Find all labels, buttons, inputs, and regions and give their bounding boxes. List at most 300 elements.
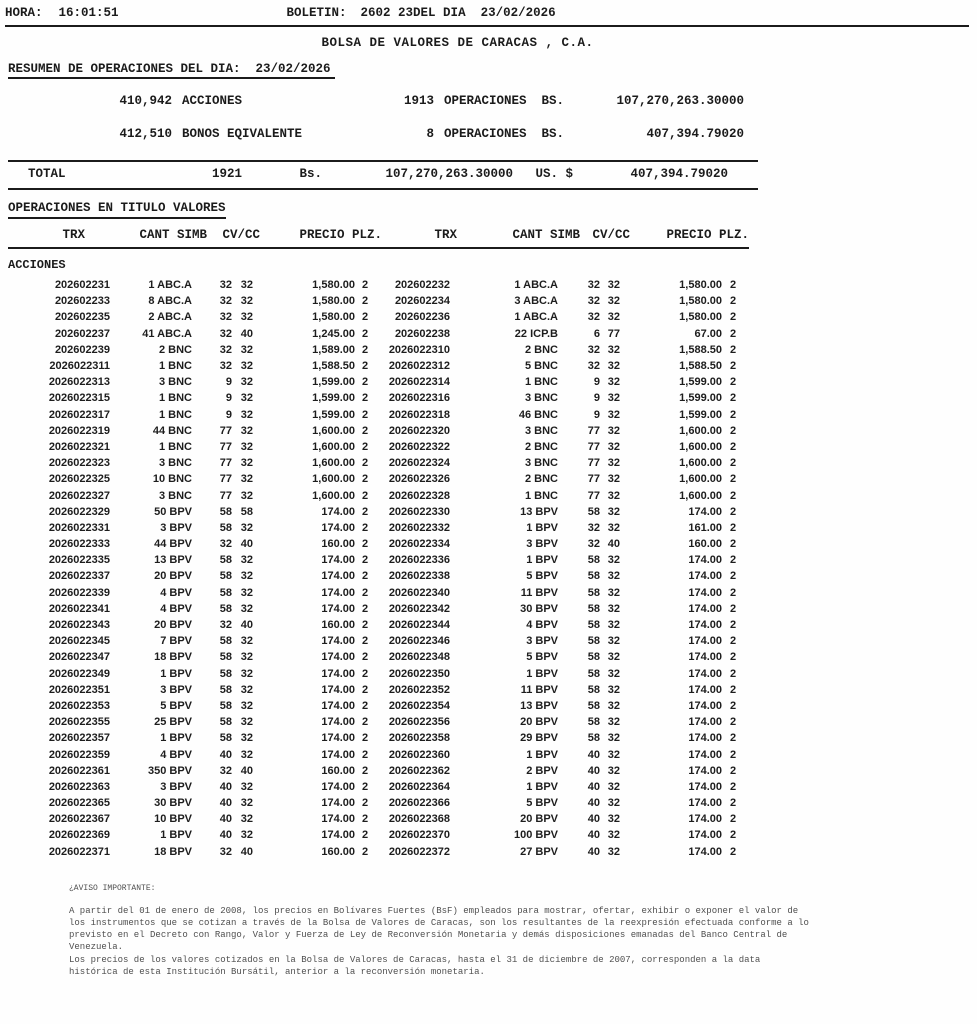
cv-left: 40 (219, 797, 232, 810)
precio-right: 1,580.00 (679, 279, 722, 292)
cv-left: 58 (219, 716, 232, 729)
cant-simb-left: 3 BPV (160, 780, 192, 793)
cv-right: 40 (587, 780, 600, 793)
notice-line: Venezuela. (69, 942, 124, 953)
cc-right: 32 (607, 311, 620, 324)
summary-row-acciones (8, 94, 977, 108)
cc-left: 32 (240, 554, 253, 567)
cant-simb-left: 4 BPV (160, 748, 192, 761)
plz-right: 2 (729, 376, 737, 389)
cv-left: 77 (219, 457, 232, 470)
plz-left: 2 (361, 360, 369, 373)
notice-line: A partir del 01 de enero de 2008, los precios en Bolívares Fuertes (BsF) empleados para mostrar, ofertar, exhibir o exponer el valor de (69, 905, 799, 916)
table-row (0, 633, 977, 649)
table-row (0, 455, 977, 471)
precio-left: 174.00 (321, 748, 355, 761)
trx-left: 2026022353 (48, 699, 110, 712)
cc-left: 32 (240, 683, 253, 696)
cant-simb-left: 1 BNC (158, 392, 192, 405)
legal-notice (69, 884, 977, 978)
cv-left: 77 (219, 424, 232, 437)
table-row (0, 698, 977, 714)
cv-right: 77 (587, 424, 600, 437)
trx-left: 202602233 (54, 295, 110, 308)
cant-simb-right: 3 BNC (524, 457, 558, 470)
table-row (0, 827, 977, 843)
precio-left: 174.00 (321, 505, 355, 518)
header-trx-right: TRX (434, 228, 457, 242)
cv-left: 58 (219, 602, 232, 615)
precio-left: 1,600.00 (312, 457, 355, 470)
cc-left: 32 (240, 716, 253, 729)
cant-simb-right: 100 BPV (513, 829, 558, 842)
precio-right: 160.00 (688, 538, 722, 551)
precio-right: 174.00 (688, 667, 722, 680)
notice-line: histórica de esta Institución Bursátil, anterior a la reconversión monetaria. (69, 966, 485, 977)
table-row (0, 390, 977, 406)
table-row (0, 439, 977, 455)
precio-left: 174.00 (321, 797, 355, 810)
cant-simb-left: 5 BPV (160, 699, 192, 712)
cv-right: 32 (587, 311, 600, 324)
trx-right: 2026022368 (388, 813, 450, 826)
cc-left: 32 (240, 440, 253, 453)
cv-right: 58 (587, 716, 600, 729)
trx-left: 2026022371 (48, 845, 110, 858)
cant-simb-left: 20 BPV (154, 570, 192, 583)
precio-left: 1,589.00 (312, 343, 355, 356)
cant-simb-right: 13 BPV (520, 505, 558, 518)
cc-left: 40 (240, 845, 253, 858)
trx-right: 2026022354 (388, 699, 450, 712)
trx-left: 2026022339 (48, 586, 110, 599)
cant-simb-right: 1 BPV (526, 748, 558, 761)
plz-right: 2 (729, 667, 737, 680)
trx-left: 2026022333 (48, 538, 110, 551)
cant-simb-left: 4 BPV (160, 602, 192, 615)
trx-right: 2026022330 (388, 505, 450, 518)
section-title: OPERACIONES EN TITULO VALORES (8, 201, 226, 219)
acciones-label: ACCIONES (182, 94, 243, 108)
table-row (0, 568, 977, 584)
cc-left: 32 (240, 829, 253, 842)
plz-left: 2 (361, 764, 369, 777)
trx-right: 2026022320 (388, 424, 450, 437)
operations-table (0, 277, 977, 860)
cant-simb-right: 5 BNC (524, 360, 558, 373)
cv-left: 32 (219, 538, 232, 551)
precio-right: 174.00 (688, 732, 722, 745)
header-precio-plz-right: PRECIO PLZ. (666, 228, 749, 242)
precio-left: 1,580.00 (312, 279, 355, 292)
cv-left: 9 (225, 408, 232, 421)
trx-right: 202602234 (394, 295, 450, 308)
trx-right: 2026022370 (388, 829, 450, 842)
notice-line: Los precios de los valores cotizados en la Bolsa de Valores de Caracas, hasta el 31 de diciembre de 2007, corresponden a la data (69, 954, 761, 965)
table-row (0, 520, 977, 536)
cv-right: 32 (587, 343, 600, 356)
plz-left: 2 (361, 797, 369, 810)
trx-right: 2026022310 (388, 343, 450, 356)
total-band (8, 160, 758, 190)
cv-right: 58 (587, 635, 600, 648)
precio-right: 174.00 (688, 797, 722, 810)
precio-left: 174.00 (321, 813, 355, 826)
cc-right: 32 (607, 473, 620, 486)
table-row (0, 649, 977, 665)
plz-left: 2 (361, 829, 369, 842)
plz-left: 2 (361, 635, 369, 648)
cc-right: 32 (607, 651, 620, 664)
cv-right: 58 (587, 505, 600, 518)
summary-row-bonos (8, 127, 977, 141)
cant-simb-left: 10 BPV (154, 813, 192, 826)
table-row (0, 374, 977, 390)
cc-right: 32 (607, 829, 620, 842)
precio-right: 1,588.50 (679, 343, 722, 356)
cant-simb-left: 1 BPV (160, 829, 192, 842)
topbar (5, 0, 969, 27)
precio-right: 1,580.00 (679, 311, 722, 324)
cant-simb-right: 13 BPV (520, 699, 558, 712)
cv-right: 40 (587, 797, 600, 810)
cant-simb-right: 1 BPV (526, 780, 558, 793)
cv-left: 40 (219, 748, 232, 761)
cc-right: 32 (607, 748, 620, 761)
cant-simb-right: 20 BPV (520, 716, 558, 729)
trx-right: 2026022364 (388, 780, 450, 793)
cv-right: 58 (587, 683, 600, 696)
cc-right: 40 (607, 538, 620, 551)
cv-left: 58 (219, 554, 232, 567)
acciones-ops-label: OPERACIONES BS. (444, 94, 565, 108)
cv-left: 9 (225, 392, 232, 405)
cc-right: 32 (607, 813, 620, 826)
group-label-acciones: ACCIONES (8, 258, 66, 272)
plz-right: 2 (729, 473, 737, 486)
table-row (0, 342, 977, 358)
table-row (0, 504, 977, 520)
trx-left: 2026022317 (48, 408, 110, 421)
cant-simb-left: 1 ABC.A (148, 279, 192, 292)
trx-right: 2026022350 (388, 667, 450, 680)
header-trx-left: TRX (62, 228, 85, 242)
trx-left: 2026022367 (48, 813, 110, 826)
cc-right: 32 (607, 408, 620, 421)
cc-left: 58 (240, 505, 253, 518)
cc-left: 32 (240, 635, 253, 648)
bonos-ops-label: OPERACIONES BS. (444, 127, 565, 141)
plz-right: 2 (729, 489, 737, 502)
cant-simb-left: 3 BPV (160, 521, 192, 534)
precio-right: 174.00 (688, 570, 722, 583)
trx-left: 2026022313 (48, 376, 110, 389)
cv-right: 40 (587, 845, 600, 858)
header-cant-simb-left: CANT SIMB (139, 228, 207, 242)
cc-right: 32 (607, 295, 620, 308)
trx-left: 202602231 (54, 279, 110, 292)
plz-left: 2 (361, 279, 369, 292)
plz-right: 2 (729, 602, 737, 615)
precio-left: 174.00 (321, 651, 355, 664)
plz-left: 2 (361, 538, 369, 551)
precio-right: 1,588.50 (679, 360, 722, 373)
plz-right: 2 (729, 570, 737, 583)
cv-right: 58 (587, 586, 600, 599)
plz-left: 2 (361, 521, 369, 534)
total-ops-count: 1921 (211, 167, 242, 181)
cant-simb-left: 13 BPV (154, 554, 192, 567)
table-row (0, 763, 977, 779)
cant-simb-right: 1 BPV (526, 521, 558, 534)
plz-left: 2 (361, 343, 369, 356)
cc-left: 32 (240, 343, 253, 356)
cv-right: 9 (593, 376, 600, 389)
cc-right: 32 (607, 279, 620, 292)
cv-right: 9 (593, 392, 600, 405)
header-cvcc-left: CV/CC (222, 228, 260, 242)
cc-right: 32 (607, 360, 620, 373)
precio-left: 174.00 (321, 829, 355, 842)
trx-right: 2026022326 (388, 473, 450, 486)
trx-left: 2026022341 (48, 602, 110, 615)
cc-right: 32 (607, 716, 620, 729)
trx-right: 2026022362 (388, 764, 450, 777)
precio-right: 174.00 (688, 619, 722, 632)
acciones-amount: 107,270,263.30000 (616, 94, 744, 108)
cv-left: 58 (219, 667, 232, 680)
plz-left: 2 (361, 619, 369, 632)
cant-simb-left: 18 BPV (154, 651, 192, 664)
precio-right: 1,600.00 (679, 457, 722, 470)
plz-right: 2 (729, 408, 737, 421)
precio-left: 174.00 (321, 683, 355, 696)
cc-left: 32 (240, 651, 253, 664)
precio-left: 1,599.00 (312, 408, 355, 421)
cant-simb-right: 11 BPV (520, 683, 558, 696)
cc-right: 77 (607, 327, 620, 340)
cc-left: 32 (240, 295, 253, 308)
cant-simb-right: 3 BNC (524, 392, 558, 405)
precio-left: 1,600.00 (312, 489, 355, 502)
table-row (0, 779, 977, 795)
precio-left: 160.00 (321, 845, 355, 858)
precio-right: 174.00 (688, 780, 722, 793)
table-row (0, 811, 977, 827)
trx-left: 2026022327 (48, 489, 110, 502)
cant-simb-right: 1 ABC.A (514, 311, 558, 324)
cant-simb-right: 27 BPV (520, 845, 558, 858)
cant-simb-right: 1 ABC.A (514, 279, 558, 292)
plz-left: 2 (361, 392, 369, 405)
trx-right: 2026022328 (388, 489, 450, 502)
cv-left: 58 (219, 699, 232, 712)
trx-left: 2026022349 (48, 667, 110, 680)
trx-right: 2026022338 (388, 570, 450, 583)
cc-right: 32 (607, 505, 620, 518)
cv-left: 32 (219, 764, 232, 777)
trx-left: 2026022361 (48, 764, 110, 777)
company-title: BOLSA DE VALORES DE CARACAS , C.A. (321, 36, 594, 50)
plz-right: 2 (729, 554, 737, 567)
cv-left: 58 (219, 732, 232, 745)
plz-right: 2 (729, 635, 737, 648)
precio-left: 174.00 (321, 602, 355, 615)
trx-left: 2026022315 (48, 392, 110, 405)
trx-right: 2026022314 (388, 376, 450, 389)
header-precio-plz-left: PRECIO PLZ. (299, 228, 382, 242)
plz-right: 2 (729, 538, 737, 551)
cv-right: 40 (587, 764, 600, 777)
precio-right: 1,599.00 (679, 392, 722, 405)
trx-left: 2026022347 (48, 651, 110, 664)
cant-simb-right: 2 BNC (524, 343, 558, 356)
cv-right: 58 (587, 699, 600, 712)
trx-right: 2026022352 (388, 683, 450, 696)
plz-right: 2 (729, 716, 737, 729)
plz-left: 2 (361, 424, 369, 437)
cv-right: 58 (587, 732, 600, 745)
precio-right: 1,600.00 (679, 489, 722, 502)
plz-left: 2 (361, 570, 369, 583)
cant-simb-right: 5 BPV (526, 651, 558, 664)
precio-left: 174.00 (321, 732, 355, 745)
plz-right: 2 (729, 295, 737, 308)
trx-left: 2026022311 (49, 360, 110, 373)
plz-right: 2 (729, 343, 737, 356)
cant-simb-left: 18 BPV (154, 845, 192, 858)
plz-left: 2 (361, 586, 369, 599)
cant-simb-left: 1 BNC (158, 440, 192, 453)
cant-simb-left: 3 BNC (158, 457, 192, 470)
cc-left: 32 (240, 489, 253, 502)
precio-right: 1,600.00 (679, 473, 722, 486)
cant-simb-left: 44 BNC (152, 424, 192, 437)
trx-right: 202602238 (394, 327, 450, 340)
cant-simb-left: 8 ABC.A (148, 295, 192, 308)
table-row (0, 682, 977, 698)
plz-right: 2 (729, 505, 737, 518)
trx-right: 2026022322 (388, 440, 450, 453)
cv-right: 77 (587, 489, 600, 502)
plz-right: 2 (729, 279, 737, 292)
precio-left: 174.00 (321, 716, 355, 729)
cv-right: 77 (587, 440, 600, 453)
plz-right: 2 (729, 521, 737, 534)
cc-left: 32 (240, 586, 253, 599)
cant-simb-left: 3 BPV (160, 683, 192, 696)
precio-right: 174.00 (688, 586, 722, 599)
table-row (0, 407, 977, 423)
total-amount-bs: 107,270,263.30000 (385, 167, 513, 181)
cant-simb-left: 7 BPV (160, 635, 192, 648)
cv-right: 77 (587, 457, 600, 470)
cc-right: 32 (607, 554, 620, 567)
precio-right: 1,580.00 (679, 295, 722, 308)
cv-left: 32 (219, 279, 232, 292)
cant-simb-right: 1 BNC (524, 489, 558, 502)
cant-simb-right: 5 BPV (526, 570, 558, 583)
precio-left: 1,600.00 (312, 473, 355, 486)
cv-right: 32 (587, 279, 600, 292)
boletin-label: BOLETIN: (286, 6, 347, 20)
cv-right: 40 (587, 813, 600, 826)
cc-left: 32 (240, 570, 253, 583)
cant-simb-left: 25 BPV (154, 716, 192, 729)
plz-left: 2 (361, 748, 369, 761)
cc-left: 32 (240, 797, 253, 810)
table-row (0, 746, 977, 762)
table-row (0, 617, 977, 633)
precio-left: 160.00 (321, 764, 355, 777)
trx-right: 2026022318 (388, 408, 450, 421)
precio-left: 1,599.00 (312, 392, 355, 405)
plz-right: 2 (729, 392, 737, 405)
cant-simb-left: 3 BNC (158, 376, 192, 389)
plz-left: 2 (361, 376, 369, 389)
cv-left: 32 (219, 311, 232, 324)
precio-left: 174.00 (321, 570, 355, 583)
trx-left: 2026022321 (48, 440, 110, 453)
cc-right: 32 (607, 489, 620, 502)
precio-left: 174.00 (321, 586, 355, 599)
cv-left: 40 (219, 813, 232, 826)
cc-left: 32 (240, 360, 253, 373)
cc-left: 32 (240, 521, 253, 534)
trx-right: 2026022324 (388, 457, 450, 470)
table-row (0, 795, 977, 811)
plz-right: 2 (729, 586, 737, 599)
table-row (0, 309, 977, 325)
cant-simb-left: 1 BNC (158, 408, 192, 421)
cant-simb-left: 4 BPV (160, 586, 192, 599)
cv-left: 32 (219, 845, 232, 858)
cc-right: 32 (607, 457, 620, 470)
trx-left: 2026022345 (48, 635, 110, 648)
plz-left: 2 (361, 651, 369, 664)
cv-left: 58 (219, 505, 232, 518)
precio-left: 160.00 (321, 619, 355, 632)
trx-right: 2026022360 (388, 748, 450, 761)
trx-right: 2026022372 (388, 845, 450, 858)
cant-simb-right: 2 BPV (526, 764, 558, 777)
table-row (0, 293, 977, 309)
cc-left: 32 (240, 602, 253, 615)
cv-right: 32 (587, 538, 600, 551)
cc-right: 32 (607, 570, 620, 583)
cant-simb-right: 29 BPV (520, 732, 558, 745)
plz-left: 2 (361, 457, 369, 470)
cc-right: 32 (607, 732, 620, 745)
precio-left: 174.00 (321, 635, 355, 648)
precio-left: 174.00 (321, 667, 355, 680)
plz-right: 2 (729, 683, 737, 696)
total-amount-usd: 407,394.79020 (630, 167, 728, 181)
cc-right: 32 (607, 845, 620, 858)
precio-right: 1,600.00 (679, 424, 722, 437)
cv-left: 40 (219, 780, 232, 793)
precio-right: 174.00 (688, 554, 722, 567)
precio-right: 174.00 (688, 683, 722, 696)
cc-right: 32 (607, 635, 620, 648)
trx-left: 2026022369 (48, 829, 110, 842)
table-row (0, 666, 977, 682)
plz-left: 2 (361, 732, 369, 745)
cant-simb-left: 2 BNC (158, 343, 192, 356)
cant-simb-right: 4 BPV (526, 619, 558, 632)
table-row (0, 730, 977, 746)
cant-simb-right: 3 BPV (526, 538, 558, 551)
